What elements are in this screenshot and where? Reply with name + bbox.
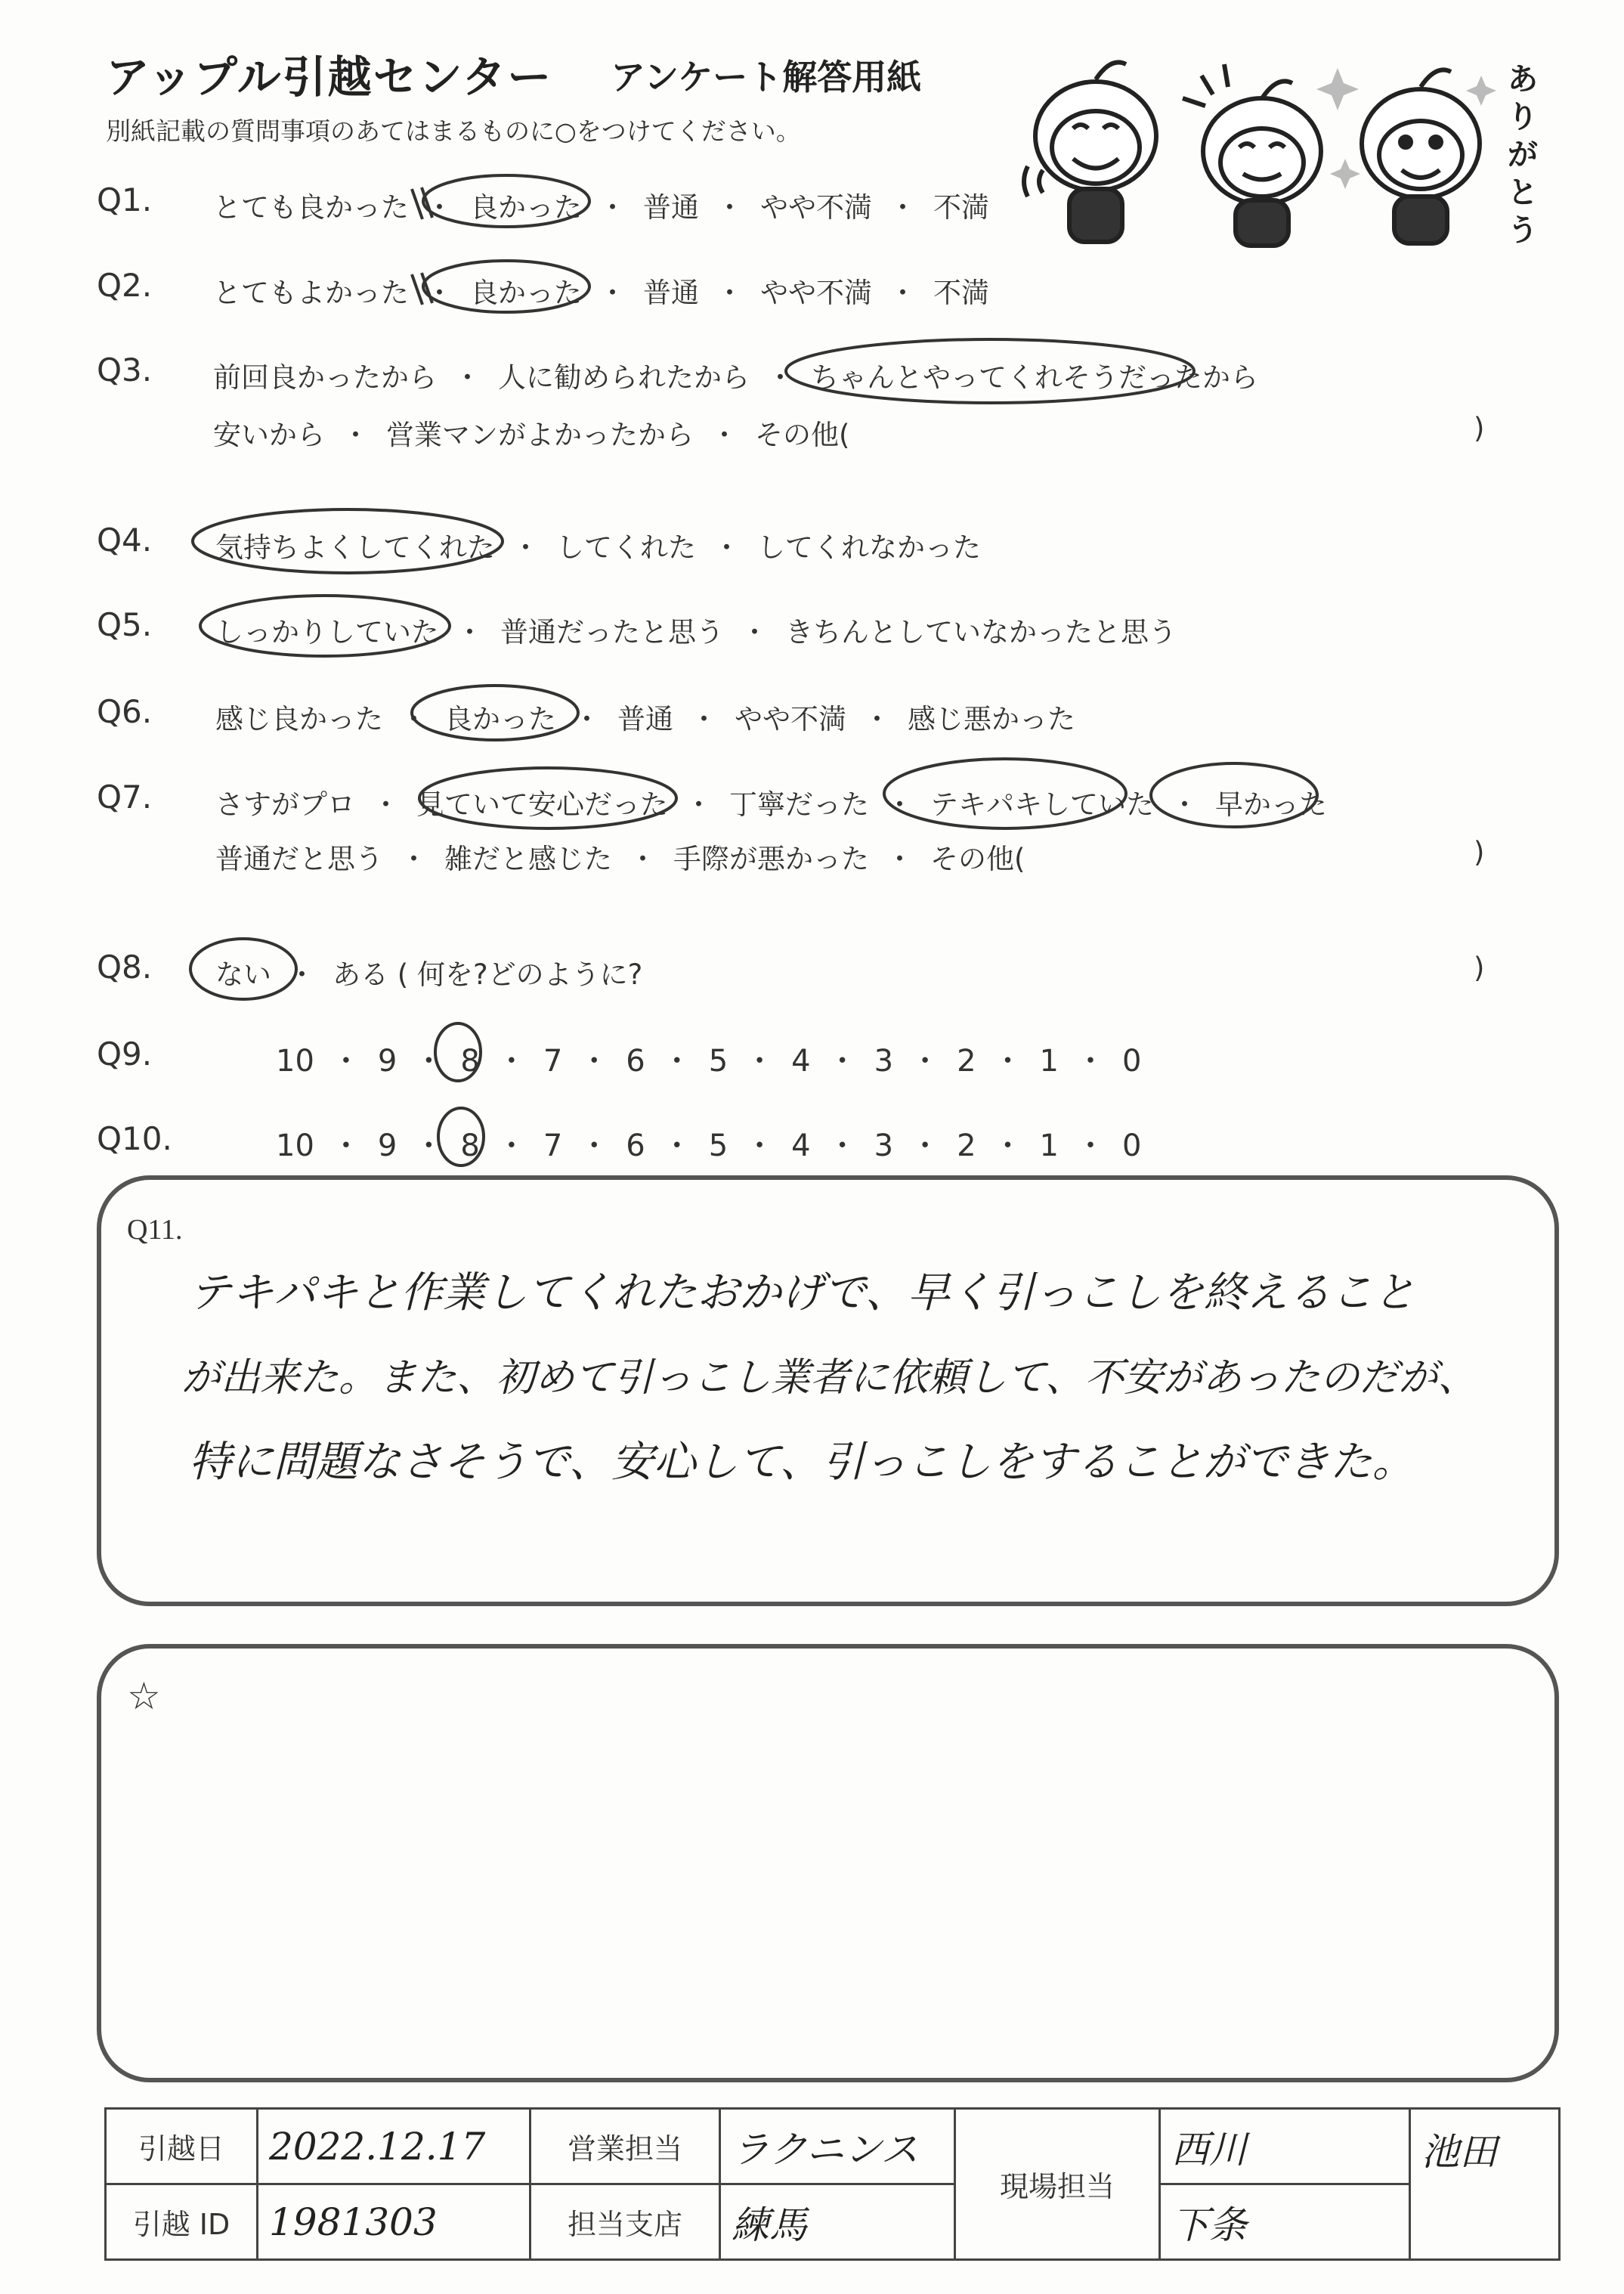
q10-score[interactable]: 10: [276, 1128, 314, 1163]
q3-option-other[interactable]: その他(: [755, 419, 850, 451]
q3-option[interactable]: 営業マンがよかったから: [386, 419, 694, 451]
q2-option[interactable]: やや不満: [760, 277, 872, 309]
q1-options: とても良かった ・ 良かった ・ 普通 ・ やや不満 ・ 不満: [213, 184, 989, 225]
q7-option[interactable]: さすがプロ: [215, 788, 355, 821]
q3-options-row2: 安いから ・ 営業マンがよかったから ・ その他(: [213, 412, 849, 453]
move-date-value[interactable]: 2022.12.17: [258, 2109, 531, 2184]
mascot-illustration: [1013, 45, 1542, 249]
q5-options: しっかりしていた ・ 普通だったと思う ・ きちんとしていなかったと思う: [215, 609, 1177, 650]
q9-score[interactable]: 6: [626, 1044, 645, 1079]
q5-option-selected[interactable]: しっかりしていた: [215, 616, 439, 649]
q1-option-selected[interactable]: 良かった: [470, 191, 582, 224]
q4-option[interactable]: してくれなかった: [757, 531, 981, 564]
q7-options: さすがプロ ・ 見ていて安心だった ・ 丁寧だった ・ テキパキしていた ・ 早かった: [215, 782, 1327, 822]
q7-label: Q7.: [97, 779, 153, 816]
sales-rep-label: 営業担当: [531, 2109, 720, 2184]
instruction-text: 別紙記載の質問事項のあてはまるものに○をつけてください。: [106, 116, 801, 146]
move-date-label: 引越日: [106, 2109, 258, 2184]
q1-option[interactable]: 不満: [933, 191, 989, 224]
q10-scale: 10 ・ 9 ・ 8 ・ 7 ・ 6 ・ 5 ・ 4 ・ 3 ・ 2 ・ 1 ・ 0: [276, 1128, 1142, 1163]
q5-option[interactable]: きちんとしていなかったと思う: [785, 616, 1177, 649]
q7-option-selected[interactable]: 見ていて安心だった: [416, 788, 668, 821]
q4-option[interactable]: してくれた: [556, 531, 696, 564]
q7-close-paren: ): [1474, 836, 1485, 868]
q6-option[interactable]: 感じ良かった: [215, 703, 383, 735]
q10-score[interactable]: 2: [957, 1128, 976, 1163]
q10-score[interactable]: 3: [874, 1128, 894, 1163]
q10-score[interactable]: 0: [1121, 1128, 1142, 1163]
star-icon: ☆: [127, 1675, 161, 1717]
branch-label: 担当支店: [531, 2184, 720, 2260]
form-title: アンケート解答用紙: [611, 57, 922, 98]
q7-option-selected[interactable]: 早かった: [1215, 788, 1327, 821]
q7-options-row2: 普通だと思う ・ 雑だと感じた ・ 手際が悪かった ・ その他(: [215, 836, 1025, 877]
field-staff-3-text: 池田: [1421, 2130, 1497, 2174]
q10-score[interactable]: 7: [543, 1128, 563, 1163]
q11-comment: [181, 1251, 1624, 1505]
q8-close-paren: ): [1474, 952, 1485, 984]
q7-option[interactable]: 普通だと思う: [215, 843, 383, 875]
q9-label: Q9.: [97, 1036, 153, 1073]
q11-label: Q11.: [127, 1214, 183, 1246]
mascot-text: ありがとう: [1508, 62, 1538, 248]
q1-option[interactable]: やや不満: [760, 191, 872, 224]
move-id-label: 引越 ID: [106, 2184, 258, 2260]
sales-rep-value[interactable]: ラクニンス: [720, 2109, 955, 2184]
q1-option[interactable]: 普通: [643, 191, 699, 224]
q4-label: Q4.: [97, 522, 153, 559]
q6-option[interactable]: やや不満: [735, 703, 846, 735]
q2-options: とてもよかった ・ 良かった ・ 普通 ・ やや不満 ・ 不満: [213, 270, 989, 311]
field-staff-2[interactable]: 下条: [1160, 2184, 1410, 2260]
field-staff-3[interactable]: [1410, 2109, 1560, 2260]
q3-option[interactable]: 人に勧められたから: [498, 361, 750, 394]
q3-label: Q3.: [97, 351, 153, 389]
q3-option[interactable]: 前回良かったから: [213, 361, 437, 394]
q6-option[interactable]: 感じ悪かった: [908, 703, 1075, 735]
q10-score-selected[interactable]: 8: [460, 1128, 480, 1163]
star-comment-box[interactable]: [97, 1644, 1559, 2082]
q9-score[interactable]: 0: [1121, 1044, 1142, 1079]
q7-option-selected[interactable]: テキパキしていた: [930, 788, 1154, 821]
field-staff-1[interactable]: 西川: [1160, 2109, 1410, 2184]
q9-score[interactable]: 3: [874, 1044, 894, 1079]
q3-options: 前回良かったから ・ 人に勧められたから ・ ちゃんとやってくれそうだったから: [213, 354, 1258, 395]
q10-score[interactable]: 4: [791, 1128, 811, 1163]
q5-option[interactable]: 普通だったと思う: [500, 616, 724, 649]
q1-label: Q1.: [97, 181, 153, 218]
q9-score[interactable]: 4: [791, 1044, 811, 1079]
q3-close-paren: ): [1474, 412, 1485, 444]
q4-options: 気持ちよくしてくれた ・ してくれた ・ してくれなかった: [215, 525, 981, 565]
q8-label: Q8.: [97, 949, 153, 986]
q8-options: ない ・ ある ( 何を?どのように?: [215, 952, 642, 992]
q9-score-selected[interactable]: 8: [460, 1044, 480, 1079]
q1-option[interactable]: とても良かった: [213, 191, 409, 224]
q10-score[interactable]: 5: [708, 1128, 728, 1163]
footer-table: [104, 2107, 1561, 2261]
q9-score[interactable]: 1: [1039, 1044, 1059, 1079]
q4-option-selected[interactable]: 気持ちよくしてくれた: [215, 531, 495, 564]
q2-option[interactable]: 不満: [933, 277, 989, 309]
q9-score[interactable]: 9: [377, 1044, 397, 1079]
q8-option[interactable]: ある ( 何を?どのように?: [333, 958, 643, 991]
q9-score[interactable]: 5: [708, 1044, 728, 1079]
q2-option[interactable]: とてもよかった: [213, 277, 409, 309]
q9-score[interactable]: 10: [276, 1044, 314, 1079]
q10-label: Q10.: [97, 1120, 172, 1157]
q7-option[interactable]: 雑だと感じた: [444, 843, 612, 875]
q7-option[interactable]: 手際が悪かった: [673, 843, 869, 875]
move-id-value[interactable]: 1981303: [258, 2184, 531, 2260]
q2-label: Q2.: [97, 267, 153, 304]
q2-option[interactable]: 普通: [643, 277, 699, 309]
q6-option-selected[interactable]: 良かった: [444, 703, 556, 735]
q6-options: 感じ良かった ・ 良かった ・ 普通 ・ やや不満 ・ 感じ悪かった: [215, 696, 1075, 737]
q10-score[interactable]: 9: [377, 1128, 397, 1163]
q9-score[interactable]: 7: [543, 1044, 563, 1079]
q6-label: Q6.: [97, 693, 153, 730]
branch-value[interactable]: 練馬: [720, 2184, 955, 2260]
q3-option-selected[interactable]: ちゃんとやってくれそうだったから: [811, 361, 1258, 394]
q11-comment-line: が出来た。また、初めて引っこし業者に依頼して、不安があったのだが、: [181, 1355, 1477, 1401]
q8-option-selected[interactable]: ない: [215, 958, 271, 991]
q9-scale: 10 ・ 9 ・ 8 ・ 7 ・ 6 ・ 5 ・ 4 ・ 3 ・ 2 ・ 1 ・ 0: [276, 1044, 1142, 1079]
q2-option-selected[interactable]: 良かった: [470, 277, 582, 309]
q11-comment-line: 特に問題なさそうで、安心して、引っこしをすることができた。: [189, 1438, 1415, 1487]
q10-score[interactable]: 1: [1039, 1128, 1059, 1163]
field-staff-label: 現場担当: [955, 2109, 1160, 2260]
company-name: アップル引越センター: [106, 51, 553, 103]
q6-option[interactable]: 普通: [617, 703, 673, 735]
q3-option[interactable]: 安いから: [213, 419, 325, 451]
q7-option-other[interactable]: その他(: [930, 843, 1025, 875]
q11-comment-line: テキパキと作業してくれたおかげで、早く引っこしを終えること: [189, 1268, 1415, 1317]
q9-score[interactable]: 2: [957, 1044, 976, 1079]
q7-option[interactable]: 丁寧だった: [729, 788, 869, 821]
q10-score[interactable]: 6: [626, 1128, 645, 1163]
q5-label: Q5.: [97, 606, 153, 643]
